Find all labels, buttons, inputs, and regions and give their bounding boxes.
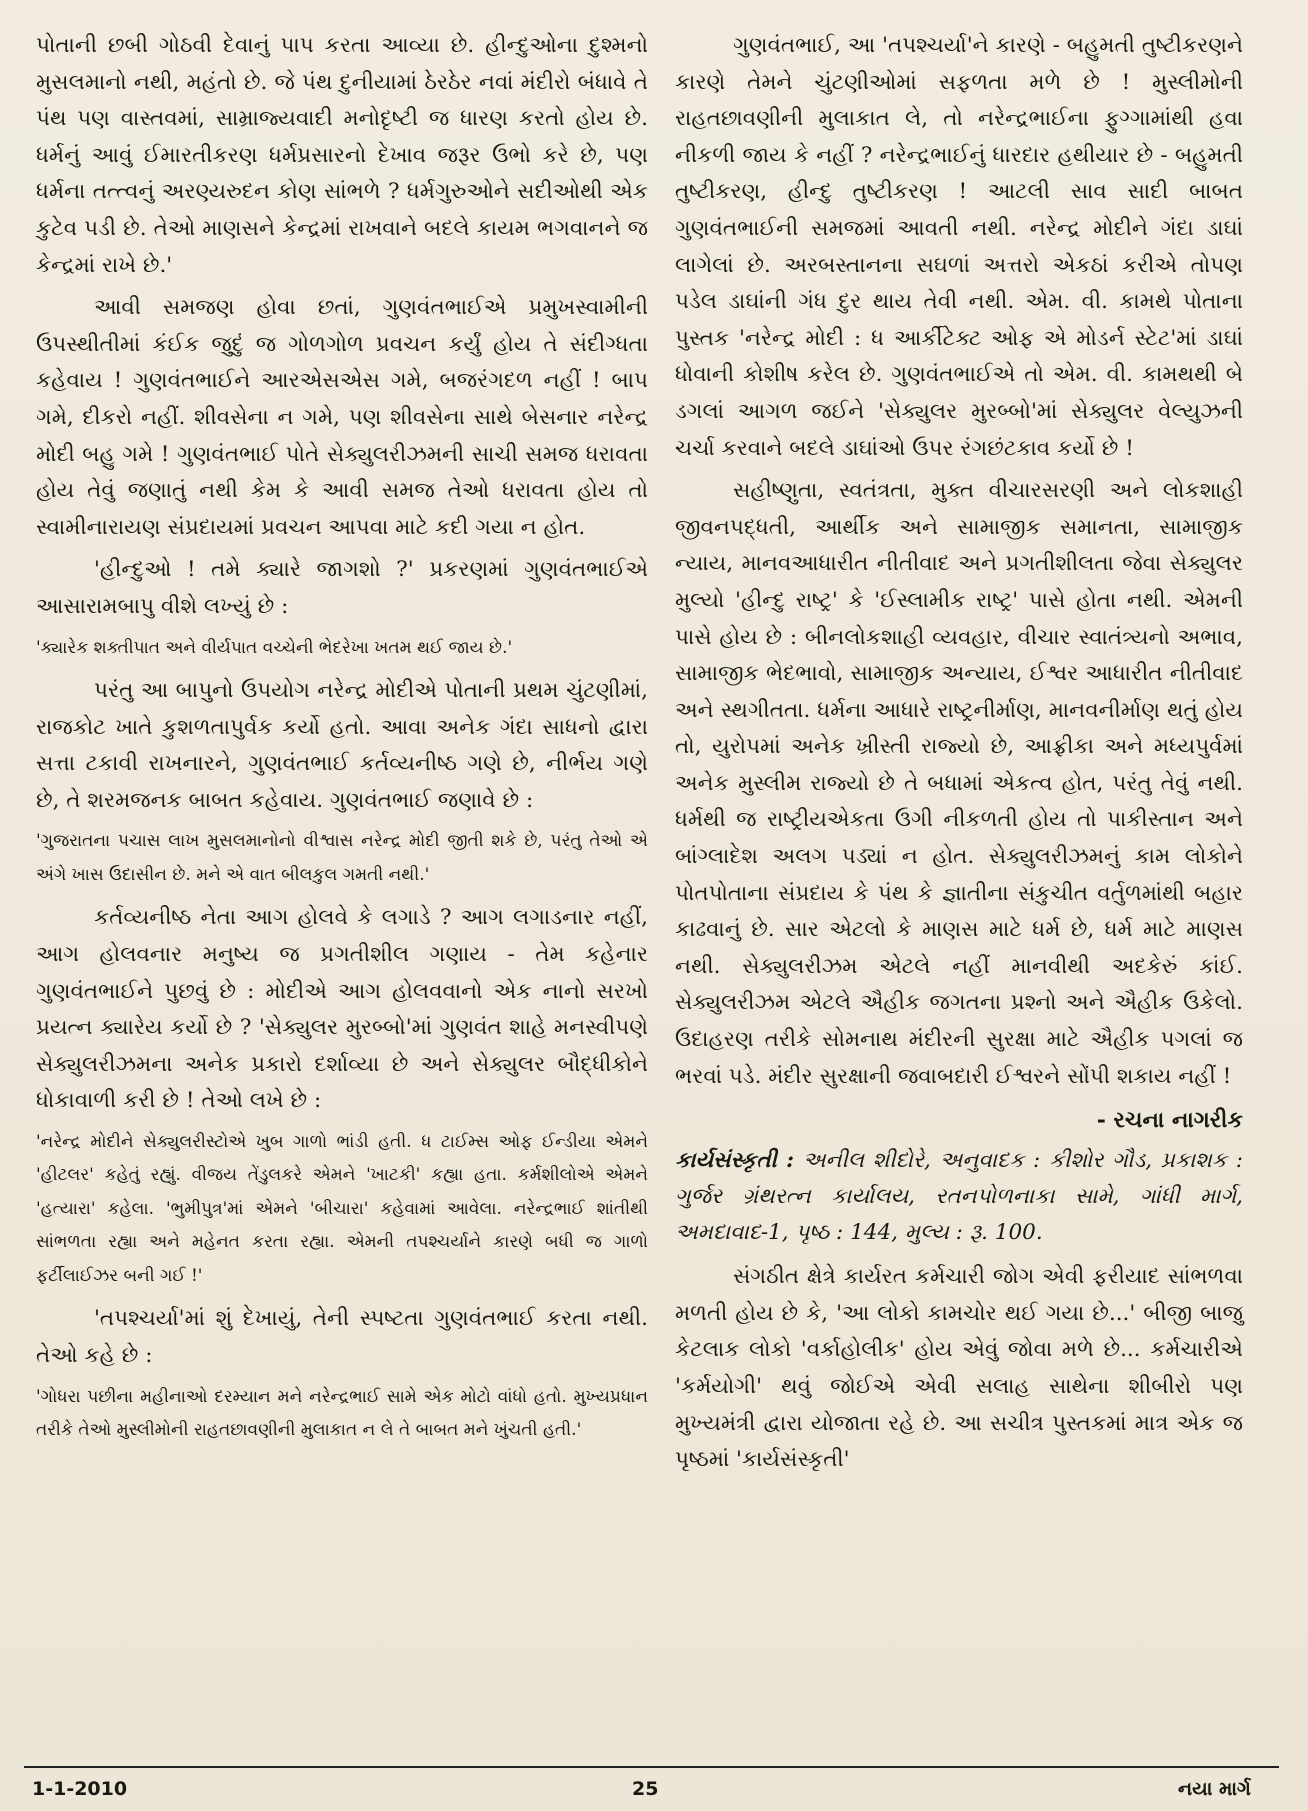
author-signature: - રચના નાગરીક [1096, 1107, 1243, 1134]
quotation: 'નરેન્દ્ર મોદીને સેક્યુલરીસ્ટોએ ખુબ ગાળો ભાંડી હતી. ધ ટાઈમ્સ ઓફ ઈન્ડીયા એમને 'હીટલર' કહેતું રહ્યું. વીજય તેંડુલકરે એમને 'ખાટકી' કહ્યા હતા. કર્મશીલોએ એમને 'હત્યારા' કહેલા. 'ભુમીપુત્ર'માં એમને 'બીચારા' કહેવામાં આવેલા. નરેન્દ્રભાઈ શાંતીથી સાંભળતા રહ્યા અને મહેનત કરતા રહ્યા. એમની તપશ્ચર્યાને કારણે બધી જ ગાળો ફર્ટીલાઈઝર બની ગઈ !' [36, 1131, 648, 1286]
page-number: 25 [632, 1778, 659, 1800]
paragraph: કર્તવ્યનીષ્ઠ નેતા આગ હોલવે કે લગાડે ? આગ લગાડનાર નહીં, આગ હોલવનાર મનુષ્ય જ પ્રગતીશીલ ગણાય - તેમ કહેનાર ગુણવંતભાઈને પુછવું છે : મોદીએ આગ હોલવવાનો એક નાનો સરખો પ્રયત્ન ક્યારેય કર્યો છે ? 'સેક્યુલર મુરબ્બો'માં ગુણવંત શાહે મનસ્વીપણે સેક્યુલરીઝમના અનેક પ્રકારો દર્શાવ્યા છે અને સેક્યુલર બૌદ્ધીકોને ધોકાવાળી કરી છે ! તેઓ લખે છે : [36, 905, 648, 1114]
issue-date: 1-1-2010 [32, 1778, 128, 1800]
book-citation [675, 1143, 1243, 1251]
right-column [675, 28, 1243, 1485]
quotation: 'ગુજરાતના પચાસ લાખ મુસલમાનોનો વીશ્વાસ નરેન્દ્ર મોદી જીતી શકે છે, પરંતુ તેઓ એ અંગે ખાસ ઉદાસીન છે. મને એ વાત બીલકુલ ગમતી નથી.' [36, 831, 648, 885]
quotation: 'ક્યારેક શક્તીપાત અને વીર્યપાત વચ્ચેની ભેદરેખા ખતમ થઈ જાય છે.' [36, 637, 513, 658]
book-details: અનીલ શીદોરે, અનુવાદક : કીશોર ગૌડ, પ્રકાશક : ગુર્જર ગ્રંથરત્ન કાર્યાલય, રતનપોળનાકા સામે, ગાંધી માર્ગ, અમદાવાદ-1, પૃષ્ઠ : 144, મુલ્ય : રૂ. 100. [675, 1148, 1244, 1246]
left-column [36, 28, 648, 1456]
magazine-name: નયા માર્ગ [1178, 1778, 1251, 1800]
paragraph: સહીષ્ણુતા, સ્વતંત્રતા, મુક્ત વીચારસરણી અને લોકશાહી જીવનપદ્ધતી, આર્થીક અને સામાજીક સમાનતા, સામાજીક ન્યાય, માનવઆધારીત નીતીવાદ અને પ્રગતીશીલતા જેવા સેક્યુલર મુલ્યો 'હીન્દુ રાષ્ટ્ર' કે 'ઈસ્લામીક રાષ્ટ્ર' પાસે હોતા નથી. એમની પાસે હોય છે : બીનલોકશાહી વ્યવહાર, વીચાર સ્વાતંત્ર્યનો અભાવ, સામાજીક ભેદભાવો, સામાજીક અન્યાય, ઈશ્વર આધારીત નીતીવાદ અને સ્થગીતતા. ધર્મના આધારે રાષ્ટ્રનીર્માણ, માનવનીર્માણ થતું હોય તો, યુરોપમાં અનેક ખ્રીસ્તી રાજ્યો છે, આફ્રીકા અને મધ્યપુર્વમાં અનેક મુસ્લીમ રાજ્યો છે તે બધામાં એકત્વ હોત, પરંતુ તેવું નથી. ધર્મથી જ રાષ્ટ્રીયએકતા ઉગી નીકળતી હોય તો પાકીસ્તાન અને બાંગ્લાદેશ અલગ પડ્યાં ન હોત. સેક્યુલરીઝમનું કામ લોકોને પોતપોતાના સંપ્રદાય કે પંથ કે જ્ઞાતીના સંકુચીત વર્તુળમાંથી બહાર કાઢવાનું છે. સાર એટલો કે માણસ માટે ધર્મ છે, ધર્મ માટે માણસ નથી. સેક્યુલરીઝમ એટલે નહીં માનવીથી અદકેરું કાંઈ. સેક્યુલરીઝમ એટલે ઐહીક જગતના પ્રશ્નો અને ઐહીક ઉકેલો. ઉદાહરણ તરીકે સોમનાથ મંદીરની સુરક્ષા માટે ઐહીક પગલાં જ ભરવાં પડે. મંદીર સુરક્ષાની જવાબદારી ઈશ્વરને સોંપી શકાય નહીં ! [675, 478, 1243, 1089]
quotation: 'ગોધરા પછીના મહીનાઓ દરમ્યાન મને નરેન્દ્રભાઈ સામે એક મોટો વાંધો હતો. મુખ્યપ્રધાન તરીકે તેઓ મુસ્લીમોની રાહતછાવણીની મુલાકાત ન લે તે બાબત મને ખુંચતી હતી.' [36, 1386, 648, 1441]
paragraph: આવી સમજણ હોવા છતાં, ગુણવંતભાઈએ પ્રમુખસ્વામીની ઉપસ્થીતીમાં કંઈક જુદું જ ગોળગોળ પ્રવચન કર્યું હોય તે સંદીગ્ધતા કહેવાય ! ગુણવંતભાઈને આરએસએસ ગમે, બજરંગદળ નહીં ! બાપ ગમે, દીકરો નહીં. શીવસેના ન ગમે, પણ શીવસેના સાથે બેસનાર નરેન્દ્ર મોદી બહુ ગમે ! ગુણવંતભાઈ પોતે સેક્યુલરીઝમની સાચી સમજ ધરાવતા હોય તેવું જણાતું નથી કેમ કે આવી સમજ તેઓ ધરાવતા હોય તો સ્વામીનારાયણ સંપ્રદાયમાં પ્રવચન આપવા માટે કદી ગયા ન હોત. [36, 295, 648, 540]
book-title: કાર્યસંસ્કૃતી : [675, 1148, 795, 1174]
paragraph: પોતાની છબી ગોઠવી દેવાનું પાપ કરતા આવ્યા છે. હીન્દુઓના દુશ્મનો મુસલમાનો નથી, મહંતો છે. જે પંથ દુનીયામાં ઠેરઠેર નવાં મંદીરો બંધાવે તે પંથ પણ વાસ્તવમાં, સામ્રાજ્યવાદી મનોદૃષ્ટી જ ધારણ કરતો હોય છે. ધર્મનું આવું ઈમારતીકરણ ધર્મપ્રસારનો દેખાવ જરૂર ઉભો કરે છે, પણ ધર્મના તત્ત્વનું અરણ્યરુદન કોણ સાંભળે ? ધર્મગુરુઓને સદીઓથી એક કુટેવ પડી છે. તેઓ માણસને કેન્દ્રમાં રાખવાને બદલે કાયમ ભગવાનને જ કેન્દ્રમાં રાખે છે.' [36, 33, 648, 278]
footer-divider [24, 1766, 1279, 1768]
paragraph: ગુણવંતભાઈ, આ 'તપશ્ચર્યા'ને કારણે - બહુમતી તુષ્ટીકરણને કારણે તેમને ચુંટણીઓમાં સફળતા મળે છે ! મુસ્લીમોની રાહતછાવણીની મુલાકાત લે, તો નરેન્દ્રભાઈના ફુગ્ગામાંથી હવા નીકળી જાય કે નહીં ? નરેન્દ્રભાઈનું ધારદાર હથીયાર છે - બહુમતી તુષ્ટીકરણ, હીન્દુ તુષ્ટીકરણ ! આટલી સાવ સાદી બાબત ગુણવંતભાઈની સમજમાં આવતી નથી. નરેન્દ્ર મોદીને ગંદા ડાઘાં લાગેલાં છે. અરબસ્તાનના સઘળાં અત્તરો એકઠાં કરીએ તોપણ પડેલ ડાઘાંની ગંધ દુર થાય તેવી નથી. એમ. વી. કામથે પોતાના પુસ્તક 'નરેન્દ્ર મોદી : ધ આર્કીટેક્ટ ઓફ એ મોડર્ન સ્ટેટ'માં ડાઘાં ધોવાની કોશીષ કરેલ છે. ગુણવંતભાઈએ તો એમ. વી. કામથથી બે ડગલાં આગળ જઈને 'સેક્યુલર મુરબ્બો'માં સેક્યુલર વેલ્યુઝની ચર્ચા કરવાને બદલે ડાઘાંઓ ઉપર રંગછંટકાવ કર્યો છે ! [675, 33, 1243, 461]
paragraph: પરંતુ આ બાપુનો ઉપયોગ નરેન્દ્ર મોદીએ પોતાની પ્રથમ ચુંટણીમાં, રાજકોટ ખાતે કુશળતાપુર્વક કર્યો હતો. આવા અનેક ગંદા સાધનો દ્વારા સત્તા ટકાવી રાખનારને, ગુણવંતભાઈ કર્તવ્યનીષ્ઠ ગણે છે, નીર્ભય ગણે છે, તે શરમજનક બાબત કહેવાય. ગુણવંતભાઈ જણાવે છે : [36, 678, 648, 813]
paragraph: 'હીન્દુઓ ! તમે ક્યારે જાગશો ?' પ્રકરણમાં ગુણવંતભાઈએ આસારામબાપુ વીશે લખ્યું છે : [36, 557, 648, 619]
paragraph: સંગઠીત ક્ષેત્રે કાર્યરત કર્મચારી જોગ એવી ફરીયાદ સાંભળવા મળતી હોય છે કે, 'આ લોકો કામચોર થઈ ગયા છે...' બીજી બાજુ કેટલાક લોકો 'વર્કાહોલીક' હોય એવું જોવા મળે છે... કર્મચારીએ 'કર્મયોગી' થવું જોઈએ એવી સલાહ સાથેના શીબીરો પણ મુખ્યમંત્રી દ્વારા યોજાતા રહે છે. આ સચીત્ર પુસ્તકમાં માત્ર એક જ પૃષ્ઠમાં 'કાર્યસંસ્કૃતી' [675, 1264, 1243, 1473]
paragraph: 'તપશ્ચર્યા'માં શું દેખાયું, તેની સ્પષ્ટતા ગુણવંતભાઈ કરતા નથી. તેઓ કહે છે : [36, 1306, 648, 1369]
